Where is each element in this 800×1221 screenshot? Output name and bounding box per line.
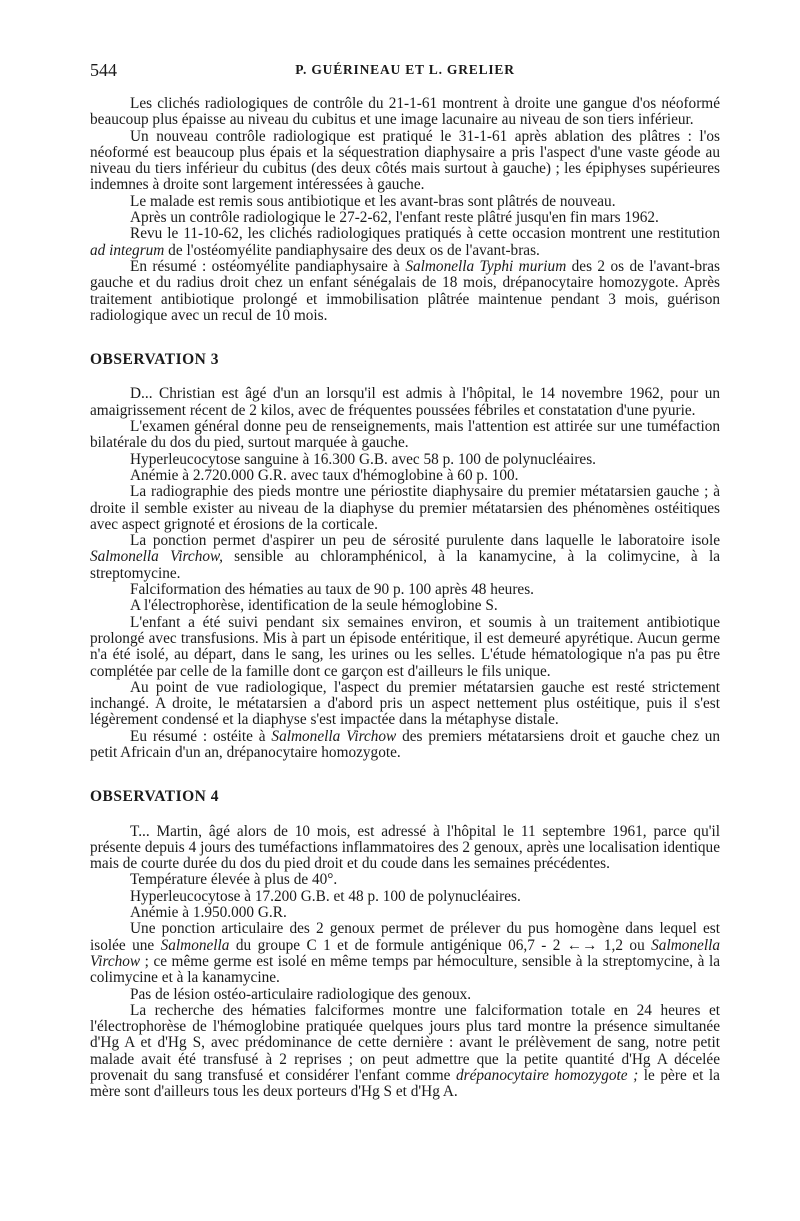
italic-term: Salmonella Virchow, (90, 548, 223, 566)
paragraph: Falciformation des hématies au taux de 90 p. 100 après 48 heures. (130, 581, 534, 599)
italic-term: drépanocytaire homozygote ; (455, 1067, 639, 1085)
paragraph: La recherche des hématies falciformes montre une falciformation totale en 24 heures et l'électrophorèse de l'hémoglobine pratiquée quelques jours plus tard montre la présence simultanée d'Hg A et d'Hg S, avec prédominance de cette dernière : avant le prélèvement de sang, notre petit malade avait été transfusé à 2 reprises ; on peut admettre que la petite quantité d'Hg A décelée provenait du sang transfusé et considérer l'enfant comme drépanocytaire homozygote ; le père et la mère sont d'ailleurs tous les deux porteurs d'Hg S et d'Hg A. (90, 1001, 720, 1101)
paragraph: Hyperleucocytose sanguine à 16.300 G.B. avec 58 p. 100 de polynucléaires. (130, 450, 596, 468)
paragraph: T... Martin, âgé alors de 10 mois, est adressé à l'hôpital le 11 septembre 1961, parce qu'il présente depuis 4 jours des tuméfactions inflammatoires des 2 genoux, après une localisation identique mais de courte durée du dos du pied droit et du coude dans les semaines précédentes. (90, 822, 720, 873)
paragraph: D... Christian est âgé d'un an lorsqu'il est admis à l'hôpital, le 14 novembre 1962, pour un amaigrissement récent de 2 kilos, avec de fréquentes poussées fébriles et constatation d'une pyurie. (90, 385, 720, 419)
italic-term: Salmonella Virchow (90, 936, 720, 970)
paragraph: Au point de vue radiologique, l'aspect du premier métatarsien gauche est resté strictement inchangé. A droite, le métatarsien a d'abord pris un aspect nettement plus ostéitique, puis il s'est légèrement condensé et la diaphyse s'est impactée dans la métaphyse distale. (90, 678, 720, 729)
page-header (90, 60, 720, 84)
paragraph: L'enfant a été suivi pendant six semaines environ, et soumis à un traitement antibiotique prolongé avec transfusions. Mis à part un épisode entéritique, il est demeuré apyrétique. Aucun germe n'a été isolé, au départ, dans le sang, les urines ou les selles. L'étude hématologique n'a pas pu être complétée par celle de la famille dont ce garçon est d'ailleurs le fils unique. (90, 613, 720, 680)
italic-term: Salmonella (160, 936, 230, 954)
section-heading: OBSERVATION 4 (90, 788, 219, 806)
italic-term: ad integrum (90, 241, 165, 259)
paragraph: Revu le 11-10-62, les clichés radiologiques pratiqués à cette occasion montrent une restitution ad integrum de l'ostéomyélite pandiaphysaire des deux os de l'avant-bras. (90, 225, 720, 259)
paragraph: Eu résumé : ostéite à Salmonella Virchow des premiers métatarsiens droit et gauche chez un petit Africain d'un an, drépanocytaire homozygote. (90, 727, 721, 761)
paragraph: Température élevée à plus de 40°. (130, 871, 338, 889)
paragraph: Le malade est remis sous antibiotique et les avant-bras sont plâtrés de nouveau. (130, 192, 616, 210)
paragraph: Un nouveau contrôle radiologique est pratiqué le 31-1-61 après ablation des plâtres : l'os néoformé est beaucoup plus épais et la séquestration diaphysaire a pris l'aspect d'une vaste géode au niveau du tiers inférieur du cubitus (des deux côtés mais surtout à gauche) ; les épiphyses supérieures indemnes à droite sont largement intéressées à gauche. (90, 127, 720, 194)
paragraph: Hyperleucocytose à 17.200 G.B. et 48 p. 100 de polynucléaires. (130, 887, 521, 905)
paragraph: La radiographie des pieds montre une périostite diaphysaire du premier métatarsien gauche ; à droite il semble exister au niveau de la diaphyse du premier métatarsien des phénomènes ostéitiques avec aspect grignoté et érosions de la corticale. (90, 483, 720, 533)
paragraph: Pas de lésion ostéo-articulaire radiologique des genoux. (130, 985, 472, 1003)
paragraph: Les clichés radiologiques de contrôle du 21-1-61 montrent à droite une gangue d'os néoformé beaucoup plus épaisse au niveau du cubitus et une image lacunaire au niveau de son tiers inférieur. (90, 95, 720, 129)
paragraph: A l'électrophorèse, identification de la seule hémoglobine S. (130, 597, 498, 615)
paragraph: En résumé : ostéomyélite pandiaphysaire à Salmonella Typhi murium des 2 os de l'avant-bras gauche et du radius droit chez un enfant sénégalais de 18 mois, drépanocytaire homozygote. Après traitement antibiotique prolongé et immobilisation plâtrée maintenue pendant 3 mois, guérison radiologique avec un recul de 10 mois. (90, 257, 720, 324)
paragraph: Anémie à 2.720.000 G.R. avec taux d'hémoglobine à 60 p. 100. (130, 466, 519, 484)
body-text (90, 96, 720, 1101)
italic-term: Salmonella Virchow (271, 727, 397, 745)
paragraph: Une ponction articulaire des 2 genoux permet de prélever du pus homogène dans lequel est isolée une Salmonella du groupe C 1 et de formule antigénique 06,7 - 2 ←→ 1,2 ou Salmonella Virchow ; ce même germe est isolé en même temps par hémoculture, sensible à la streptomycine, à la colimycine et à la kanamycine. (90, 920, 720, 987)
section-heading: OBSERVATION 3 (90, 351, 219, 369)
running-head: P. GUÉRINEAU ET L. GRELIER (295, 62, 515, 77)
paragraph: Anémie à 1.950.000 G.R. (130, 904, 287, 922)
italic-term: Salmonella Typhi murium (405, 257, 567, 275)
paragraph: La ponction permet d'aspirer un peu de sérosité purulente dans laquelle le laboratoire isole Salmonella Virchow, sensible au chloramphénicol, à la kanamycine, à la colimycine, à la streptomycine. (90, 532, 720, 582)
paragraph: Après un contrôle radiologique le 27-2-62, l'enfant reste plâtré jusqu'en fin mars 1962. (130, 209, 659, 227)
page-number: 544 (90, 60, 117, 80)
paragraph: L'examen général donne peu de renseignements, mais l'attention est attirée sur une tuméfaction bilatérale du dos du pied, surtout marquée à gauche. (90, 418, 720, 452)
